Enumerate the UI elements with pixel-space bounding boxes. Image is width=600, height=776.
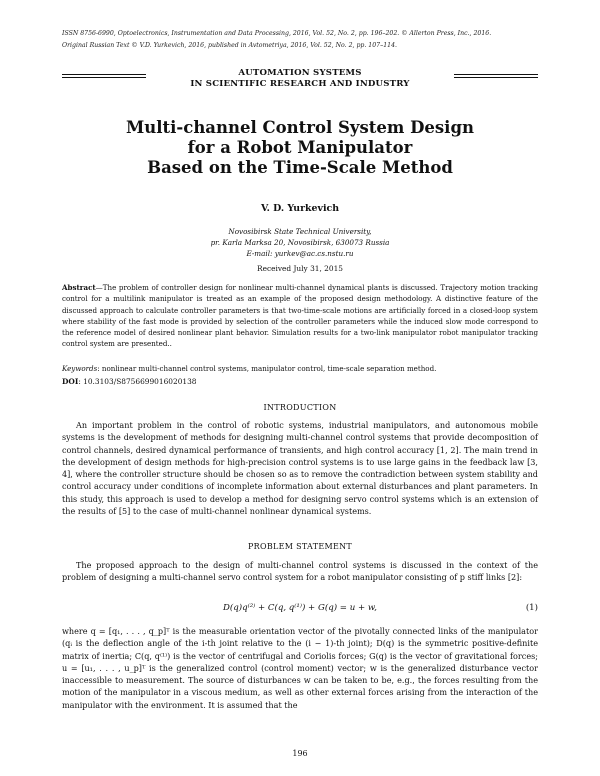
journal-header-line-2: Original Russian Text © V.D. Yurkevich, 2016, published in Avtometriya, 2016, Vol. 52, No. 2, pp. 107–114. [62,42,397,49]
keywords [62,363,538,374]
author: V. D. Yurkevich [260,203,340,214]
page-number: 196 [292,749,308,758]
problem-statement-paragraph-2: where q = [q₁, . . . , q_p]ᵀ is the measurable orientation vector of the pivotally connected links of the manipulator (qᵢ is the deflection angle of the i-th joint relative to the (i − 1)-th joint); D(q) is the symmetric positive-definite matrix of inertia; C(q, q⁽¹⁾) is the vector of centrifugal and Coriolis forces; G(q) is the vector of gravitational forces; u = [u₁, . . . , u_p]ᵀ is the generalized control (control moment) vector; w is the generalized disturbance vector inaccessible to measurement. The source of disturbances w can be taken to be, e.g., the forces resulting from the motion of the manipulator in a viscous medium, as well as other external forces arising from the interaction of the manipulator with the environment. It is assumed that the [62,626,538,710]
title-line-1: Multi-channel Control System Design [126,118,474,137]
equation-formula: D(q)q⁽²⁾ + C(q, q⁽¹⁾) + G(q) = u + w, [222,603,377,613]
affiliation [60,226,540,259]
section-header-line-2: IN SCIENTIFIC RESEARCH AND INDUSTRY [190,79,410,89]
affiliation-line-1: Novosibirsk State Technical University, [228,227,372,236]
equation-number: (1) [525,603,538,613]
section-header-line-1: AUTOMATION SYSTEMS [238,68,362,78]
introduction-paragraph: An important problem in the control of robotic systems, industrial manipulators, and autonomous mobile systems is the development of methods for designing multi-channel control systems that provide decomposition of control channels, desired dynamical performance of transients, and high control accuracy [1, 2]. The main trend in the development of design methods for high-precision control systems is to use large gains in the feedback law [3, 4], where the controller structure should be chosen so as to remove the contradiction between system stability and control accuracy under conditions of incomplete information about external disturbances and plant parameters. In this study, this approach is used to develop a method for designing servo control systems which is an extension of the results of [5] to the case of multi-channel nonlinear dynamical systems. [62,420,538,517]
doi-label: DOI [62,377,79,386]
abstract-label: Abstract [62,283,96,292]
paper-title [60,118,540,178]
abstract [62,282,538,350]
right-double-rule [454,74,538,79]
title-line-2: for a Robot Manipulator [187,138,413,157]
section-header [150,68,450,90]
keywords-label: Keywords [62,364,98,373]
abstract-text: —The problem of controller design for nonlinear multi-channel dynamical plants is discussed. Trajectory motion tracking control for a multilink manipulator is treated as an example of the proposed design methodology. A distinctive feature of the discussed approach to calculate controller parameters is that two-time-scale motions are artificially forced in a closed-loop system where stability of the fast mode is provided by selection of the controller parameters while the induced slow mode correspond to the reference model of desired nonlinear plant behavior. Simulation results for a two-link manipulator robot manipulator tracking control system are presented.. [62,283,538,349]
keywords-text: : nonlinear multi-channel control systems, manipulator control, time-scale separation method. [97,364,437,373]
equation-1 [62,603,538,613]
left-double-rule [62,74,146,79]
journal-header-line-1: ISSN 8756-6990, Optoelectronics, Instrumentation and Data Processing, 2016, Vol. 52, No. 2, pp. 196–202. © Allerton Press, Inc., 2016. [62,30,492,37]
doi-text: : 10.3103/S8756699016020138 [78,377,197,386]
title-line-3: Based on the Time-Scale Method [147,158,453,177]
received-date: Received July 31, 2015 [257,264,343,273]
problem-statement-heading: PROBLEM STATEMENT [247,542,353,551]
doi [62,377,538,386]
introduction-heading: INTRODUCTION [263,403,337,412]
problem-statement-paragraph: The proposed approach to the design of multi-channel control systems is discussed in the context of the problem of designing a multi-channel servo control system for a robot manipulator consisting of p stiff links [2]: [62,560,538,583]
affiliation-line-2: pr. Karla Marksa 20, Novosibirsk, 630073 Russia [210,238,390,247]
affiliation-email: E-mail: yurkev@ac.cs.nstu.ru [246,249,354,258]
